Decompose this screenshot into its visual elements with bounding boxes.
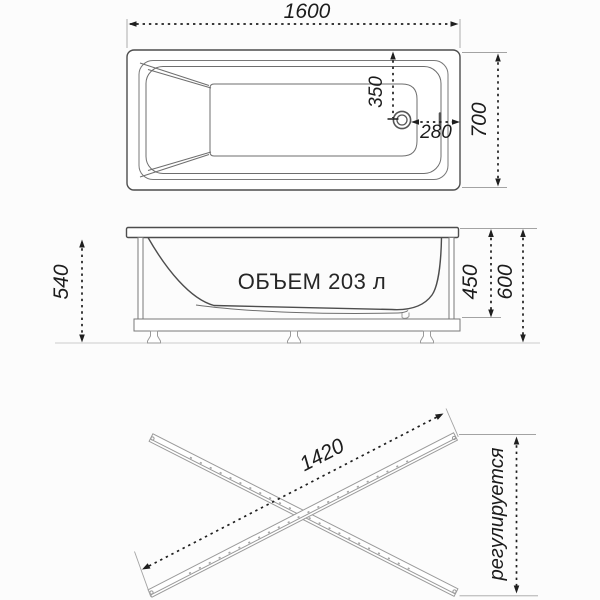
dim-label-rim-frame: 450 xyxy=(459,264,482,300)
dim-length-1600 xyxy=(127,0,460,48)
arrow-down-icon xyxy=(79,335,85,343)
arrow-up-icon xyxy=(520,229,526,237)
dim-total-600 xyxy=(494,229,526,343)
arrow-up-right-icon xyxy=(435,414,444,420)
top-view xyxy=(127,0,507,190)
arrow-up-icon xyxy=(79,240,85,248)
arrow-down-icon xyxy=(488,310,494,318)
arrow-right-icon xyxy=(451,21,459,27)
volume-label: ОБЪЕМ 203 л xyxy=(237,269,387,294)
arrow-down-left-icon xyxy=(142,563,151,569)
right-apron-leg xyxy=(449,238,454,320)
foot-left xyxy=(148,331,161,343)
dim-label-width: 700 xyxy=(468,102,491,138)
arrow-up-icon xyxy=(514,437,520,445)
support-frame xyxy=(134,319,460,331)
arrow-up-icon xyxy=(488,229,494,237)
dim-label-apron: 540 xyxy=(50,264,73,300)
dim-label-total-height: 600 xyxy=(494,264,517,300)
dim-width-700 xyxy=(462,53,507,188)
left-apron-leg xyxy=(138,238,143,320)
adjustable-feet xyxy=(148,331,434,343)
tub-rim-outer-contour xyxy=(139,61,448,180)
arrow-up-icon xyxy=(495,54,501,62)
dim-label-length: 1600 xyxy=(283,0,331,23)
frame-rails-view xyxy=(135,409,539,598)
arrow-down-icon xyxy=(514,586,520,594)
side-view xyxy=(50,228,540,344)
drain-trap xyxy=(402,313,409,319)
dim-label-rail-length: 1420 xyxy=(295,434,349,477)
arrow-down-icon xyxy=(520,335,526,343)
foot-right xyxy=(421,331,434,343)
dim-apron-540 xyxy=(50,240,85,343)
arrow-left-icon xyxy=(129,21,137,27)
foot-middle xyxy=(288,331,301,343)
dim-label-drain-top: 350 xyxy=(366,76,387,108)
dim-label-adjustable: регулируется xyxy=(486,447,508,581)
rim-bar xyxy=(127,228,459,238)
dim-adjustable xyxy=(459,435,538,596)
arrow-down-icon xyxy=(495,179,501,187)
dim-label-drain-end: 280 xyxy=(420,122,452,143)
